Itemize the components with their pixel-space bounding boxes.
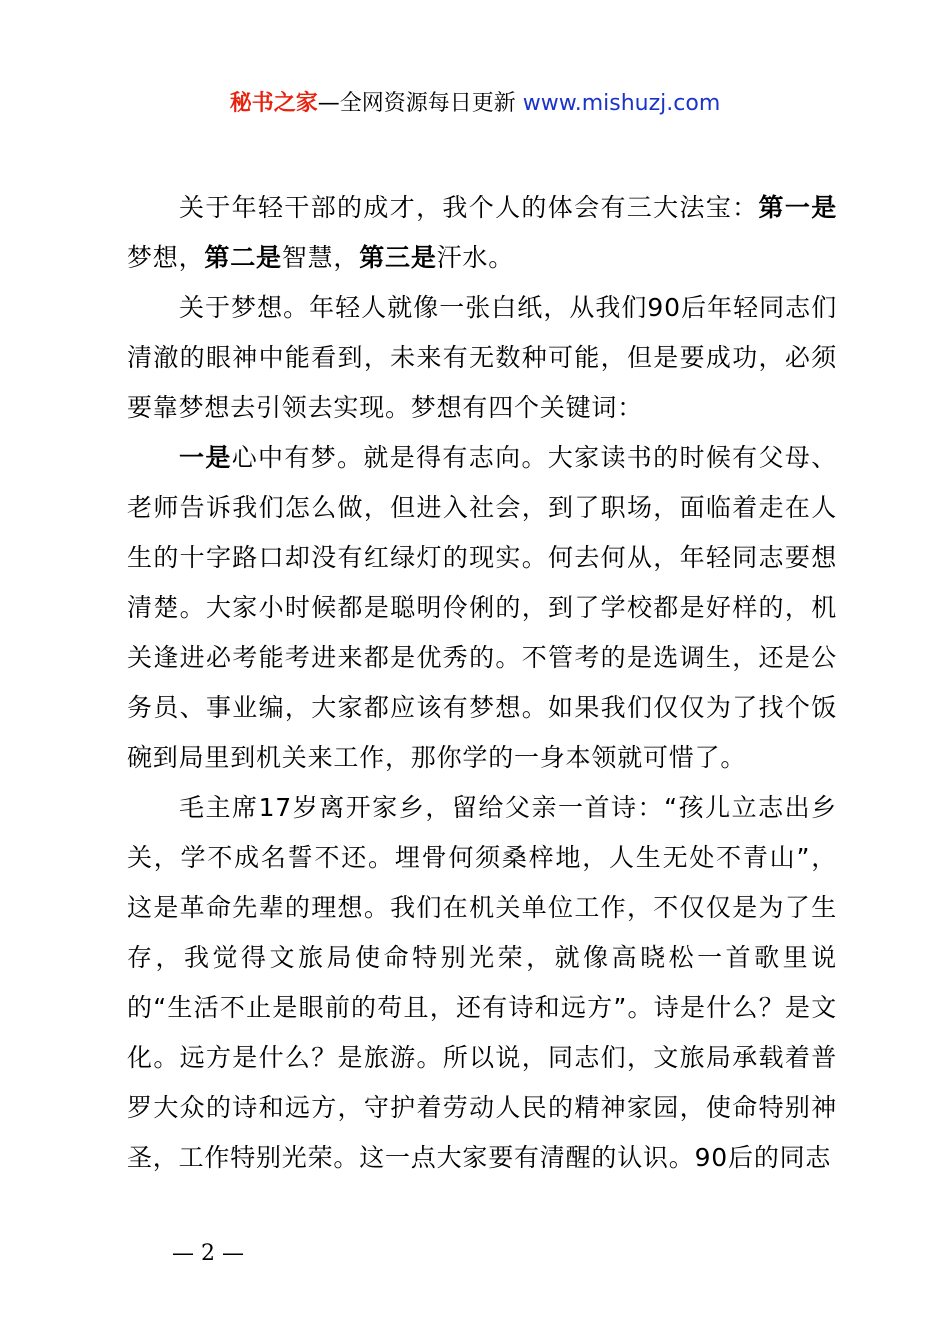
header-tagline: —全网资源每日更新: [317, 91, 523, 116]
page-number: — 2 —: [172, 1241, 244, 1266]
paragraph-3: [127, 433, 837, 783]
p1-text-3: 智慧，: [281, 243, 360, 272]
p1-bold-2: 第二是: [204, 243, 282, 272]
paragraph-1: [127, 183, 837, 283]
p1-text-2: 梦想，: [127, 243, 205, 272]
website-url[interactable]: www.mishuzj.com: [522, 91, 721, 116]
paragraph-4: 毛主席17岁离开家乡，留给父亲一首诗：“孩儿立志出乡关，学不成名誓不还。埋骨何须桑梓地，人生无处不青山”，这是革命先辈的理想。我们在机关单位工作，不仅仅是为了生存，我觉得文旅局使命特别光荣，就像高晓松一首歌里说的“生活不止是眼前的苟且，还有诗和远方”。诗是什么？是文化。远方是什么？是旅游。所以说，同志们，文旅局承载着普罗大众的诗和远方，守护着劳动人民的精神家园，使命特别神圣，工作特别光荣。这一点大家要有清醒的认识。90后的同志: [127, 793, 837, 1172]
p1-text-4: 汗水。: [436, 243, 515, 272]
p1-bold-1: 第一是: [758, 193, 837, 222]
p1-text-1: 关于年轻干部的成才，我个人的体会有三大法宝：: [179, 193, 759, 222]
p1-bold-3: 第三是: [359, 243, 437, 272]
p3-text-1: 心中有梦。就是得有志向。大家读书的时候有父母、老师告诉我们怎么做，但进入社会，到了职场，面临着走在人生的十字路口却没有红绿灯的现实。何去何从，年轻同志要想清楚。大家小时候都是聪明伶俐的，到了学校都是好样的，机关逢进必考能考进来都是优秀的。不管考的是选调生，还是公务员、事业编，大家都应该有梦想。如果我们仅仅为了找个饭碗到局里到机关来工作，那你学的一身本领就可惜了。: [127, 443, 837, 772]
page-header: [0, 88, 950, 120]
p3-bold-1: 一是: [179, 443, 232, 472]
document-body: [127, 183, 837, 1183]
paragraph-2: 关于梦想。年轻人就像一张白纸，从我们90后年轻同志们清澈的眼神中能看到，未来有无数种可能，但是要成功，必须要靠梦想去引领去实现。梦想有四个关键词：: [127, 293, 837, 422]
brand-name: 秘书之家: [229, 91, 318, 116]
